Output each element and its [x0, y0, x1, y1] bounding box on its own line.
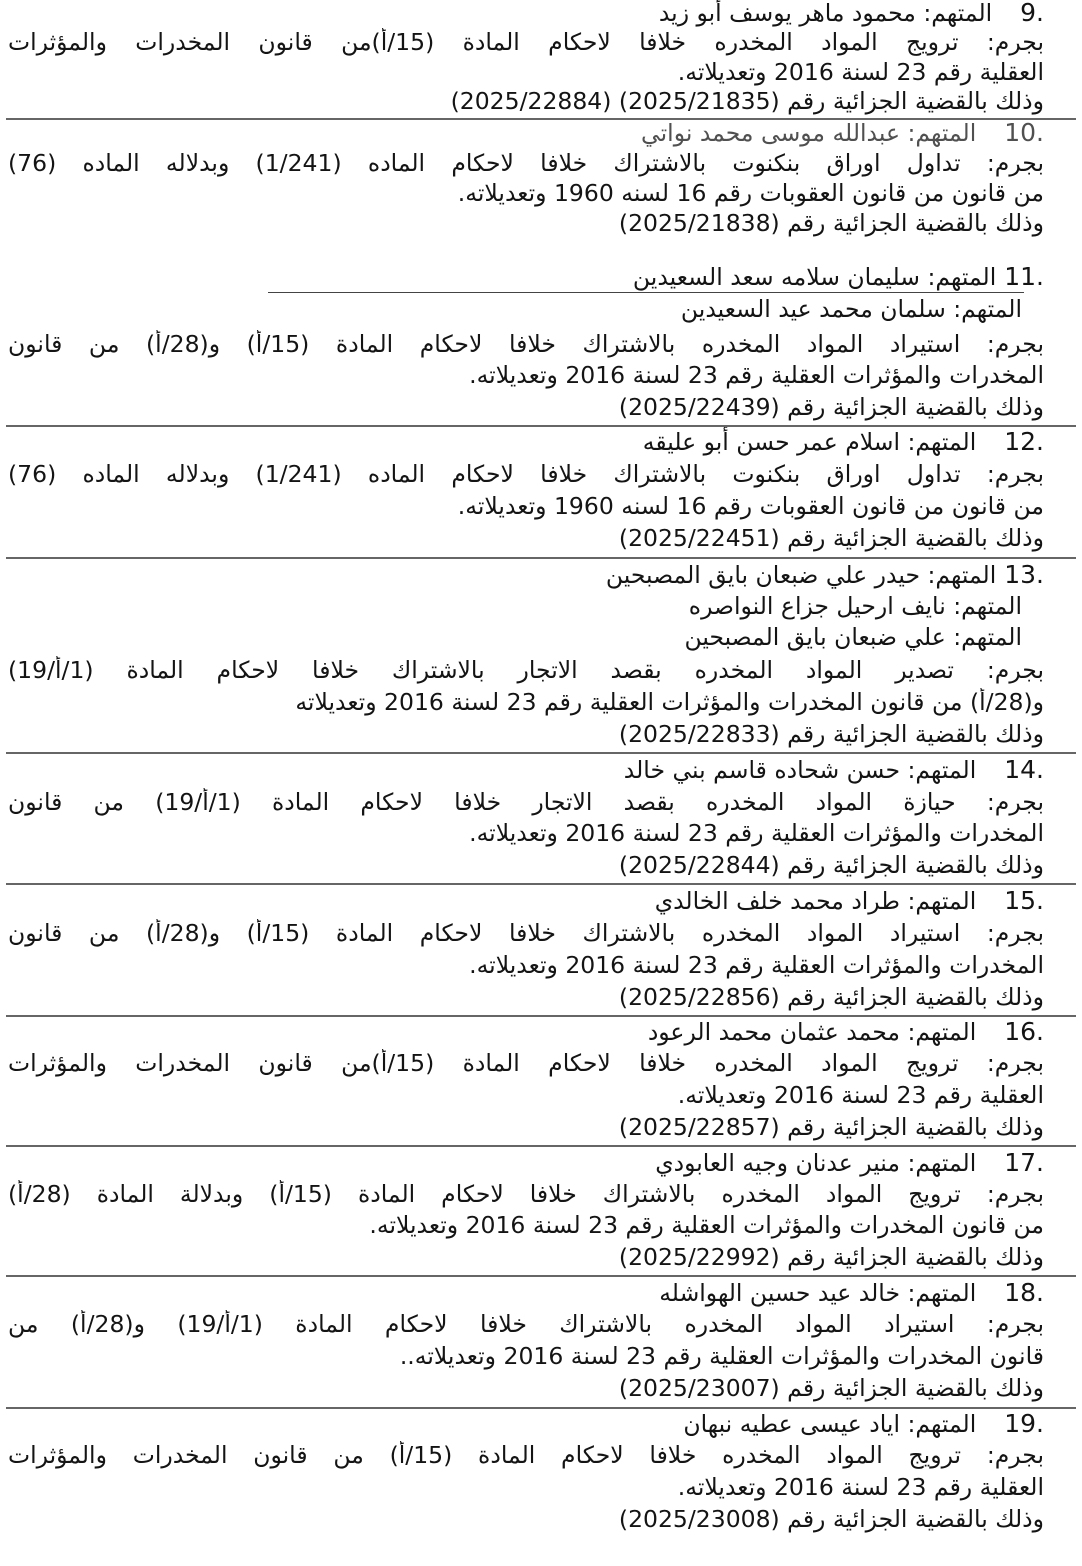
entry-19-case: وذلك بالقضية الجزائية رقم (2025/23008): [618, 1505, 1044, 1533]
entry-16-header: 16.المتهم: محمد عثمان محمد الرعود: [647, 1017, 1044, 1046]
entry-16-case: وذلك بالقضية الجزائية رقم (2025/22857): [618, 1113, 1044, 1141]
underline: [268, 292, 1024, 293]
entry-18-header: 18.المتهم: خالد عيد حسين الهواشله: [659, 1278, 1044, 1307]
entry-15-charge-line-1: بجرم: استيراد المواد المخدره بالاشتراك خلافا لاحكام المادة (15/أ) و(28/أ) من قانون: [8, 919, 1044, 947]
entry-17-charge-line-2: من قانون المخدرات والمؤثرات العقلية رقم 23 لسنة 2016 وتعديلاته.: [369, 1211, 1044, 1239]
entry-11-header: 11.المتهم: سليمان سلامه سعد السعيدين: [632, 262, 1044, 291]
entry-12-charge-line-2: من قانون من قانون العقوبات رقم 16 لسنه 1960 وتعديلاته.: [457, 492, 1044, 520]
entry-13-case: وذلك بالقضية الجزائية رقم (2025/22833): [618, 720, 1044, 748]
entry-17-case: وذلك بالقضية الجزائية رقم (2025/22992): [618, 1243, 1044, 1271]
entry-19-charge-line-1: بجرم: ترويج المواد المخدره خلافا لاحكام المادة (15/أ) من قانون المخدرات والمؤثرات: [8, 1441, 1044, 1469]
entry-10-case: وذلك بالقضية الجزائية رقم (2025/21838): [618, 209, 1044, 237]
entry-9-case: وذلك بالقضية الجزائية رقم (2025/21835) (2025/22884): [450, 87, 1044, 115]
entry-11-case: وذلك بالقضية الجزائية رقم (2025/22439): [618, 393, 1044, 421]
entry-12-header: 12.المتهم: اسلام عمر حسن أبو عليقه: [642, 427, 1044, 456]
entry-14-charge-line-2: المخدرات والمؤثرات العقلية رقم 23 لسنة 2016 وتعديلاته.: [469, 819, 1044, 847]
entry-17-header: 17.المتهم: منير عدنان وجيه العابودي: [655, 1148, 1044, 1177]
divider: [6, 1145, 1076, 1147]
entry-19-header: 19.المتهم: اياد عيسى عطيه نبهان: [683, 1409, 1044, 1438]
entry-18-charge-line-1: بجرم: استيراد المواد المخدره بالاشتراك خلافا لاحكام المادة (1/أ/19) و(28/أ) من: [8, 1310, 1044, 1338]
entry-16-charge-line-2: العقلية رقم 23 لسنة 2016 وتعديلاته.: [677, 1081, 1044, 1109]
entry-12-charge-line-1: بجرم: تداول اوراق بنكنوت بالاشتراك خلافا لاحكام الماده (1/241) وبدلاله الماده (76): [8, 460, 1044, 488]
entry-19-charge-line-2: العقلية رقم 23 لسنة 2016 وتعديلاته.: [677, 1473, 1044, 1501]
entry-13-charge-line-2: و(28/أ) من قانون المخدرات والمؤثرات العقلية رقم 23 لسنة 2016 وتعديلاته: [295, 688, 1044, 716]
divider: [6, 1275, 1076, 1277]
entry-14-header: 14.المتهم: حسن شحاده قاسم بني خالد: [623, 755, 1044, 784]
entry-16-charge-line-1: بجرم: ترويج المواد المخدره خلافا لاحكام المادة (15/أ)من قانون المخدرات والمؤثرات: [8, 1049, 1044, 1077]
entry-9-charge-line-2: العقلية رقم 23 لسنة 2016 وتعديلاته.: [677, 58, 1044, 86]
entry-10-charge-line-1: بجرم: تداول اوراق بنكنوت بالاشتراك خلافا لاحكام الماده (1/241) وبدلاله الماده (76): [8, 149, 1044, 177]
entry-13-charge-line-1: بجرم: تصدير المواد المخدره بقصد الاتجار بالاشتراك خلافا لاحكام المادة (1/أ/19): [8, 656, 1044, 684]
entry-10-header: 10.المتهم: عبدالله موسى محمد نواتي: [641, 118, 1044, 147]
entry-10-charge-line-2: من قانون من قانون العقوبات رقم 16 لسنه 1960 وتعديلاته.: [457, 179, 1044, 207]
entry-11-charge-line-2: المخدرات والمؤثرات العقلية رقم 23 لسنة 2016 وتعديلاته.: [469, 361, 1044, 389]
entry-18-charge-line-2: قانون المخدرات والمؤثرات العقلية رقم 23 لسنة 2016 وتعديلاته..: [399, 1342, 1044, 1370]
divider: [6, 557, 1076, 559]
entry-14-charge-line-1: بجرم: حيازة المواد المخدره بقصد الاتجار خلافا لاحكام المادة (1/أ/19) من قانون: [8, 788, 1044, 816]
entry-15-header: 15.المتهم: طراد محمد خلف الخالدي: [654, 886, 1044, 915]
entry-14-case: وذلك بالقضية الجزائية رقم (2025/22844): [618, 851, 1044, 879]
entry-11-charge-line-1: بجرم: استيراد المواد المخدره بالاشتراك خلافا لاحكام المادة (15/أ) و(28/أ) من قانون: [8, 330, 1044, 358]
entry-15-case: وذلك بالقضية الجزائية رقم (2025/22856): [618, 983, 1044, 1011]
entry-13-header: 13.المتهم: حيدر علي ضبعان بايق المصبحين: [605, 560, 1044, 589]
entry-11-extra-accused: المتهم: سلمان محمد عيد السعيدين: [680, 295, 1022, 323]
entry-17-charge-line-1: بجرم: ترويج المواد المخدره بالاشتراك خلافا لاحكام المادة (15/أ) وبدلالة المادة (28/أ): [8, 1180, 1044, 1208]
entry-9-charge-line-1: بجرم: ترويج المواد المخدره خلافا لاحكام المادة (15/أ)من قانون المخدرات والمؤثرات: [8, 28, 1044, 56]
entry-12-case: وذلك بالقضية الجزائية رقم (2025/22451): [618, 524, 1044, 552]
divider: [6, 752, 1076, 754]
entry-9-header: 9.المتهم: محمود ماهر يوسف أبو زيد: [658, 0, 1044, 27]
entry-13-extra-accused-2: المتهم: علي ضبعان بايق المصبحين: [684, 623, 1022, 651]
divider: [6, 883, 1076, 885]
entry-13-extra-accused-1: المتهم: نايف ارحيل جزاع النواصره: [688, 592, 1022, 620]
entry-15-charge-line-2: المخدرات والمؤثرات العقلية رقم 23 لسنة 2016 وتعديلاته.: [469, 951, 1044, 979]
entry-18-case: وذلك بالقضية الجزائية رقم (2025/23007): [618, 1374, 1044, 1402]
